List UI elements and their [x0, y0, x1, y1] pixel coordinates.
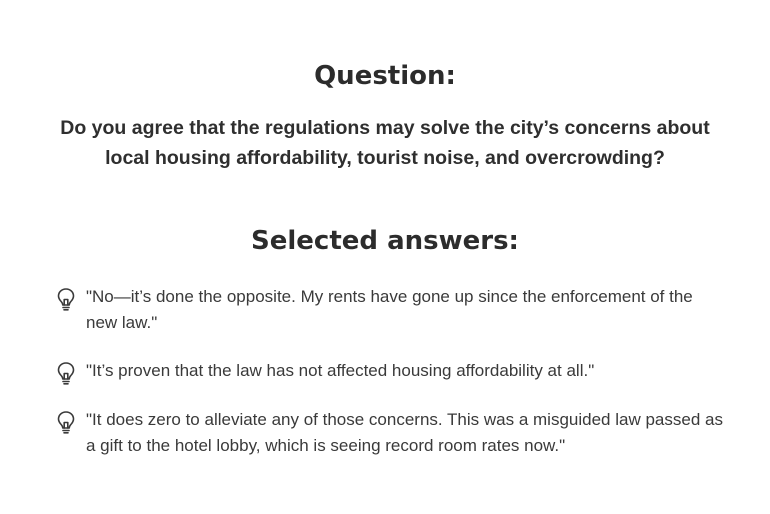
lightbulb-icon [56, 361, 76, 385]
answer-text: "It’s proven that the law has not affected housing affordability at all." [86, 361, 595, 380]
question-text: Do you agree that the regulations may solve the city’s concerns about local housing affordability, tourist noise, and overcrowding? [60, 117, 710, 169]
lightbulb-icon [56, 287, 76, 311]
lightbulb-icon [56, 410, 76, 434]
selected-answers-heading: Selected answers: [251, 226, 519, 256]
question-heading: Question: [314, 61, 456, 91]
answer-item [56, 407, 736, 459]
answer-item [56, 358, 736, 385]
answer-text: "It does zero to alleviate any of those concerns. This was a misguided law passed as a gift to the hotel lobby, which is seeing record room rates now." [86, 410, 723, 455]
answers-list [56, 284, 736, 481]
answer-text: "No—it’s done the opposite. My rents have gone up since the enforcement of the new law." [86, 287, 693, 332]
answer-item [56, 284, 736, 336]
